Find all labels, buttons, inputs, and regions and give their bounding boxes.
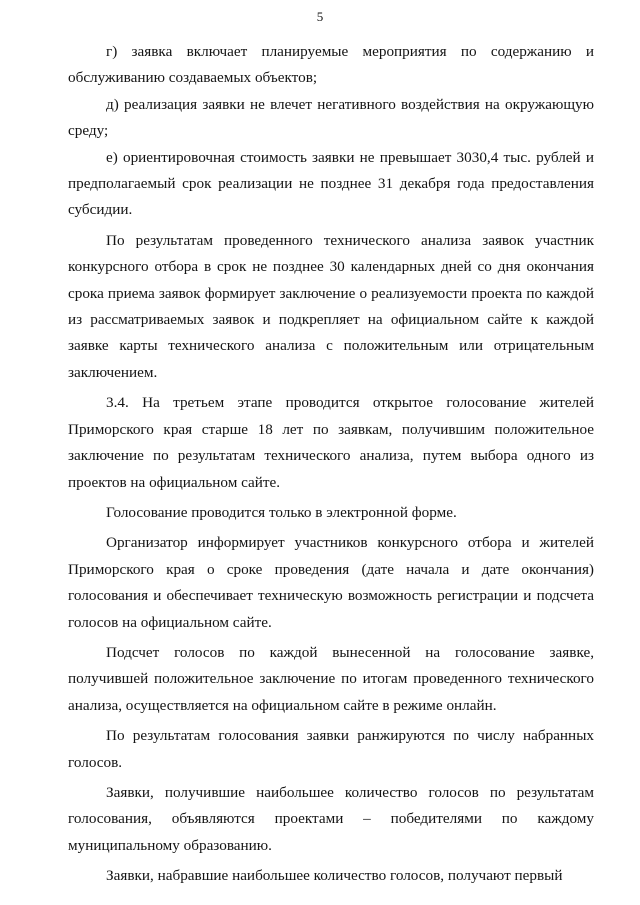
paragraph-winners: Заявки, получившие наибольшее количество голосов по результатам голосования, объявляются проектами – победителями по каждому муниципальному образованию. [68,783,594,854]
paragraph-electronic-voting: Голосование проводится только в электронной форме. [106,503,457,521]
paragraph-vote-counting: Подсчет голосов по каждой вынесенной на голосование заявке, получившей положительное заключение по итогам проведенного технического анализа, осуществляется на официальном сайте в режиме онлайн. [68,643,594,714]
paragraph-item-e: е) ориентировочная стоимость заявки не превышает 3030,4 тыс. рублей и предполагаемый срок реализации не позднее 31 декабря года предоставления субсидии. [68,148,594,219]
paragraph-item-g: г) заявка включает планируемые мероприятия по содержанию и обслуживанию создаваемых объектов; [68,43,594,87]
paragraph-ranking: По результатам голосования заявки ранжируются по числу набранных голосов. [68,727,594,771]
document-body [68,39,594,890]
paragraph-item-d: д) реализация заявки не влечет негативного воздействия на окружающую среду; [68,95,594,140]
page-number: 5 [316,9,324,24]
paragraph-first-place: Заявки, набравшие наибольшее количество голосов, получают первый [106,867,563,885]
paragraph-organizer-informs: Организатор информирует участников конкурсного отбора и жителей Приморского края о сроке проведения (дате начала и дате окончания) голосования и обеспечивает техническую возможность регистрации и подсчета голосов на официальном сайте. [68,534,594,631]
paragraph-section-3-4: 3.4. На третьем этапе проводится открытое голосование жителей Приморского края старше 18 лет по заявкам, получившим положительное заключение по результатам технического анализа, путем выбора одного из проектов на официальном сайте. [68,394,594,491]
paragraph-technical-analysis: По результатам проведенного технического анализа заявок участник конкурсного отбора в срок не позднее 30 календарных дней со дня окончания срока приема заявок формирует заключение о реализуемости проекта по каждой из рассматриваемых заявок и подкрепляет на официальном сайте к каждой заявке карты технического анализа с положительным или отрицательным заключением. [68,231,594,381]
